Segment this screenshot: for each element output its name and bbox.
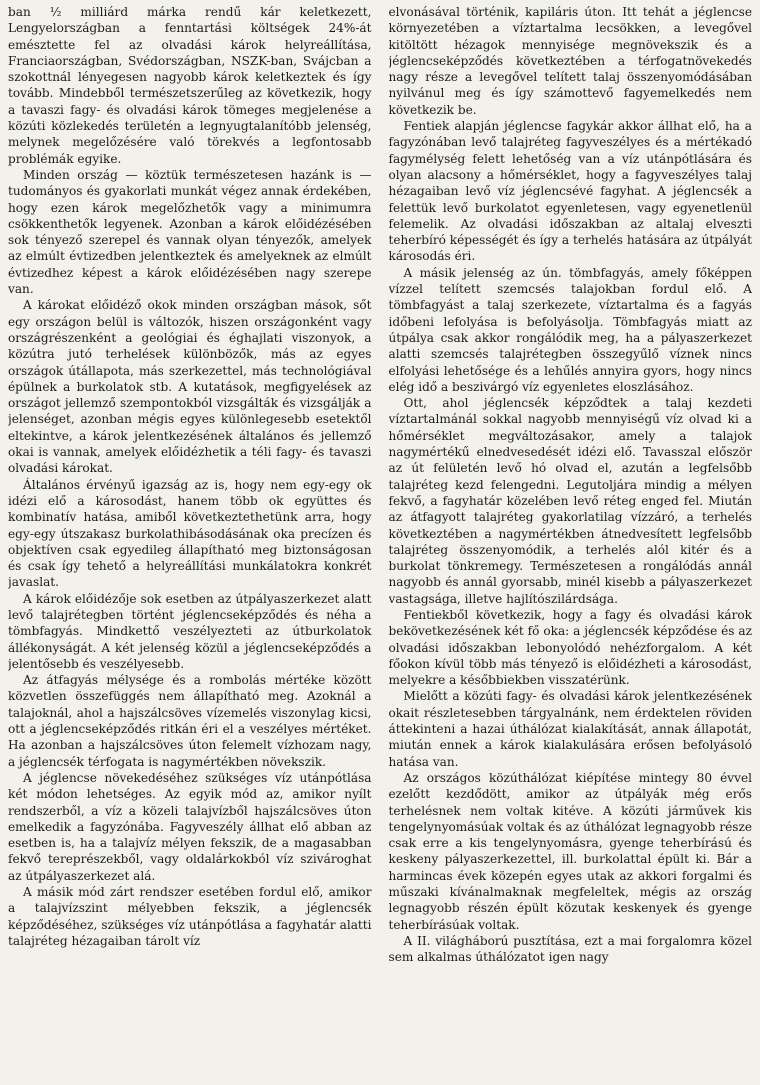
paragraph: Az országos közúthálózat kiépítése mintegy 80 évvel ezelőtt kezdődött, amikor az útpályák még erős terhelésnek nem voltak kitéve. A közúti járművek kis tengelynyomásúak voltak és az úthálózat legnagyobb része csak erre a kis tengelynyomásra, gyenge teherbírású és keskeny pályaszerkezettel, ill. burkolattal épült ki. Bár a harmincas évek közepén egyes utak az akkori forgalmi és műszaki kívánalmaknak megfeleltek, mégis az ország legnagyobb részén épült közutak keskenyek és gyenge teherbírásúak voltak. (388, 770, 752, 932)
paragraph: A másik jelenség az ún. tömbfagyás, amely főképpen vízzel telített szemcsés talajokban fordul elő. A tömbfagyást a talaj szerkezete, víztartalma és a fagyás időbeni lefolyása is befolyásolja. Tömbfagyás miatt az útpálya csak akkor rongálódik meg, ha a pályaszerkezet alatti szemcsés talajrétegben összegyűlő víznek nincs elfolyási lehetősége és a lehűlés annyira gyors, hogy nincs elég idő a beszivárgó víz egyenletes eloszlásához. (388, 265, 752, 394)
paragraph: Fentiek alapján jéglencse fagykár akkor állhat elő, ha a fagyzónában levő talajréteg fagyveszélyes és a mértékadó fagymélység felett lehetőség van a víz utánpótlására és olyan alacsony a hőmérséklet, hogy a fagyveszélyes talaj hézagaiban levő víz jéglencsévé fagyhat. A jéglencsék a felettük levő burkolatot egyenletesen, vagy egyenetlenül felemelik. Az olvadási időszakban az altalaj elveszti teherbíró képességét és így a terhelés hatására az útpályát károsodás éri. (388, 119, 752, 264)
paragraph: A másik mód zárt rendszer esetében fordul elő, amikor a talajvízszint mélyebben fekszik, a jéglencsék képződéséhez, szükséges víz utánpótlása a fagyhatár alatti talajréteg hézagaiban tárolt víz (8, 885, 372, 948)
continued-paragraph: elvonásával történik, kapiláris úton. Itt tehát a jéglencse környezetében a víztartalma lecsökken, a levegővel kitöltött hézagok mennyisége megnövekszik és a jéglencseképződés következtében a térfogatnövekedés nagy része a levegővel telített talaj összenyomódásában nyilvánul meg és így számottevő fagyemelkedés nem következik be. (388, 5, 752, 117)
paragraph: Mielőtt a közúti fagy- és olvadási károk jelentkezésének okait részletesebben tárgyalnánk, nem érdektelen röviden áttekinteni a hazai úthálózat kialakítását, annak állapotát, miután ennek a károk kialakulására erősen befolyásoló hatása van. (388, 689, 752, 769)
paragraph: Általános érvényű igazság az is, hogy nem egy-egy ok idézi elő a károsodást, hanem több ok együttes és kombinatív hatása, amiből következtethetünk arra, hogy egy-egy útszakasz burkolathibásodásának oka precízen és objektíven csak egyedileg állapítható meg biztonságosan és csak így tehető a helyreállítási munkálatokra konkrét javaslat. (8, 477, 372, 590)
paragraph: A jéglencse növekedéséhez szükséges víz utánpótlása két módon lehetséges. Az egyik mód az, amikor nyílt rendszerből, a víz a közeli talajvízből hajszálcsöves úton emelkedik a fagyzónába. Fagyveszély állhat elő abban az esetben is, ha a talajvíz mélyen fekszik, de a magasabban fekvő tereprészekből, vagy oldalárkokból víz szivároghat az útpályaszerkezet alá. (8, 770, 372, 883)
paragraph: A II. világháború pusztítása, ezt a mai forgalomra közel sem alkalmas úthálózatot igen nagy (388, 933, 752, 965)
paragraph: A károk előidézője sok esetben az útpályaszerkezet alatt levő talajrétegben történt jéglencseképződés és néha a tömbfagyás. Mindkettő veszélyezteti az útburkolatok állékonyságát. A két jelenség közül a jéglencseképződés a jelentősebb és veszélyesebb. (8, 591, 372, 671)
paragraph: Ott, ahol jéglencsék képződtek a talaj kezdeti víztartalmánál sokkal nagyobb mennyiségű víz olvad ki a hőmérséklet megváltozásakor, amely a talajok nagymértékű elnedvesedését idézi elő. Tavasszal először az út felületén levő hó olvad el, azután a legfelsőbb talajréteg kezd felengedni. Legutoljára mindig a mélyen fekvő, a fagyhatár közelében levő réteg enged fel. Miután az átfagyott talajréteg gyakorlatilag vízzáró, a terhelés következtében a nagymértékben átnedvesített legfelsőbb talajréteg összenyomódik, a terhelés alól kitér és a burkolat tönkremegy. Természetesen a rongálódás annál nagyobb és annál gyorsabb, minél kisebb a pályaszerkezet vastagsága, illetve hajlítószilárdsága. (388, 396, 752, 606)
paragraph: Fentiekből következik, hogy a fagy és olvadási károk bekövetkezésének két fő oka: a jéglencsék képződése és az olvadási időszakban lebonyolódó nehézforgalom. A két főokon kívül több más tényező is előidézheti a károsodást, melyekre a későbbiekben visszatérünk. (388, 607, 752, 688)
continued-paragraph: ban ½ milliárd márka rendű kár keletkezett, Lengyelországban a fenntartási költségek 24%-át emésztette fel az olvadási károk helyreállítása, Franciaországban, Svédországban, NSZK-ban, Svájcban a szokottnál lényegesen nagyobb károk keletkeztek és így tovább. Mindebből természetszerűleg az következik, hogy a tavaszi fagy- és olvadási károk tömeges megjelenése a közúti közlekedés területén a legnyugtalanítóbb jelenség, melynek megelőzésére való törekvés a legfontosabb problémák egyike. (8, 5, 372, 166)
left-text-column (8, 4, 372, 1085)
paragraph: Az átfagyás mélysége és a rombolás mértéke között közvetlen összefüggés nem állapítható meg. Azoknál a talajoknál, ahol a hajszálcsöves vízemelés viszonylag kicsi, ott a jéglencseképződés ritkán éri el a veszélyes mértéket. Ha azonban a hajszálcsöves úton felemelt vízhozam nagy, a jéglencsék térfogata is nagymértékben növekszik. (8, 673, 372, 769)
paragraph: A károkat előidéző okok minden országban mások, sőt egy országon belül is változók, hiszen országonként vagy országrészenként a geológiai és éghajlati viszonyok, a közútra jutó terhelések különbözők, más az egyes országok útállapota, más szerkezettel, más technológiával épülnek a burkolatok stb. A kutatások, megfigyelések az országot jellemző szempontokból vizsgálták és vizsgálják a jelenséget, azonban mégis egyes különlegesebb esetektől eltekintve, a károk jelentkezésének általános és jellemző okai is vannak, amelyek előidézhetik a téli fagy- és tavaszi olvadási károkat. (8, 298, 372, 476)
paragraph: Minden ország — köztük természetesen hazánk is — tudományos és gyakorlati munkát végez annak érdekében, hogy ezen károk megelőzhetők vagy a minimumra csökkenthetők legyenek. Azonban a károk előidézésében sok tényező szerepel és vannak olyan tényezők, amelyek az elmúlt évtizedben jelentkeztek és amelyeknek az elmúlt évtizedhez képest a károk előidézésében nagy szerepe van. (8, 167, 372, 297)
right-text-column (389, 4, 753, 1085)
